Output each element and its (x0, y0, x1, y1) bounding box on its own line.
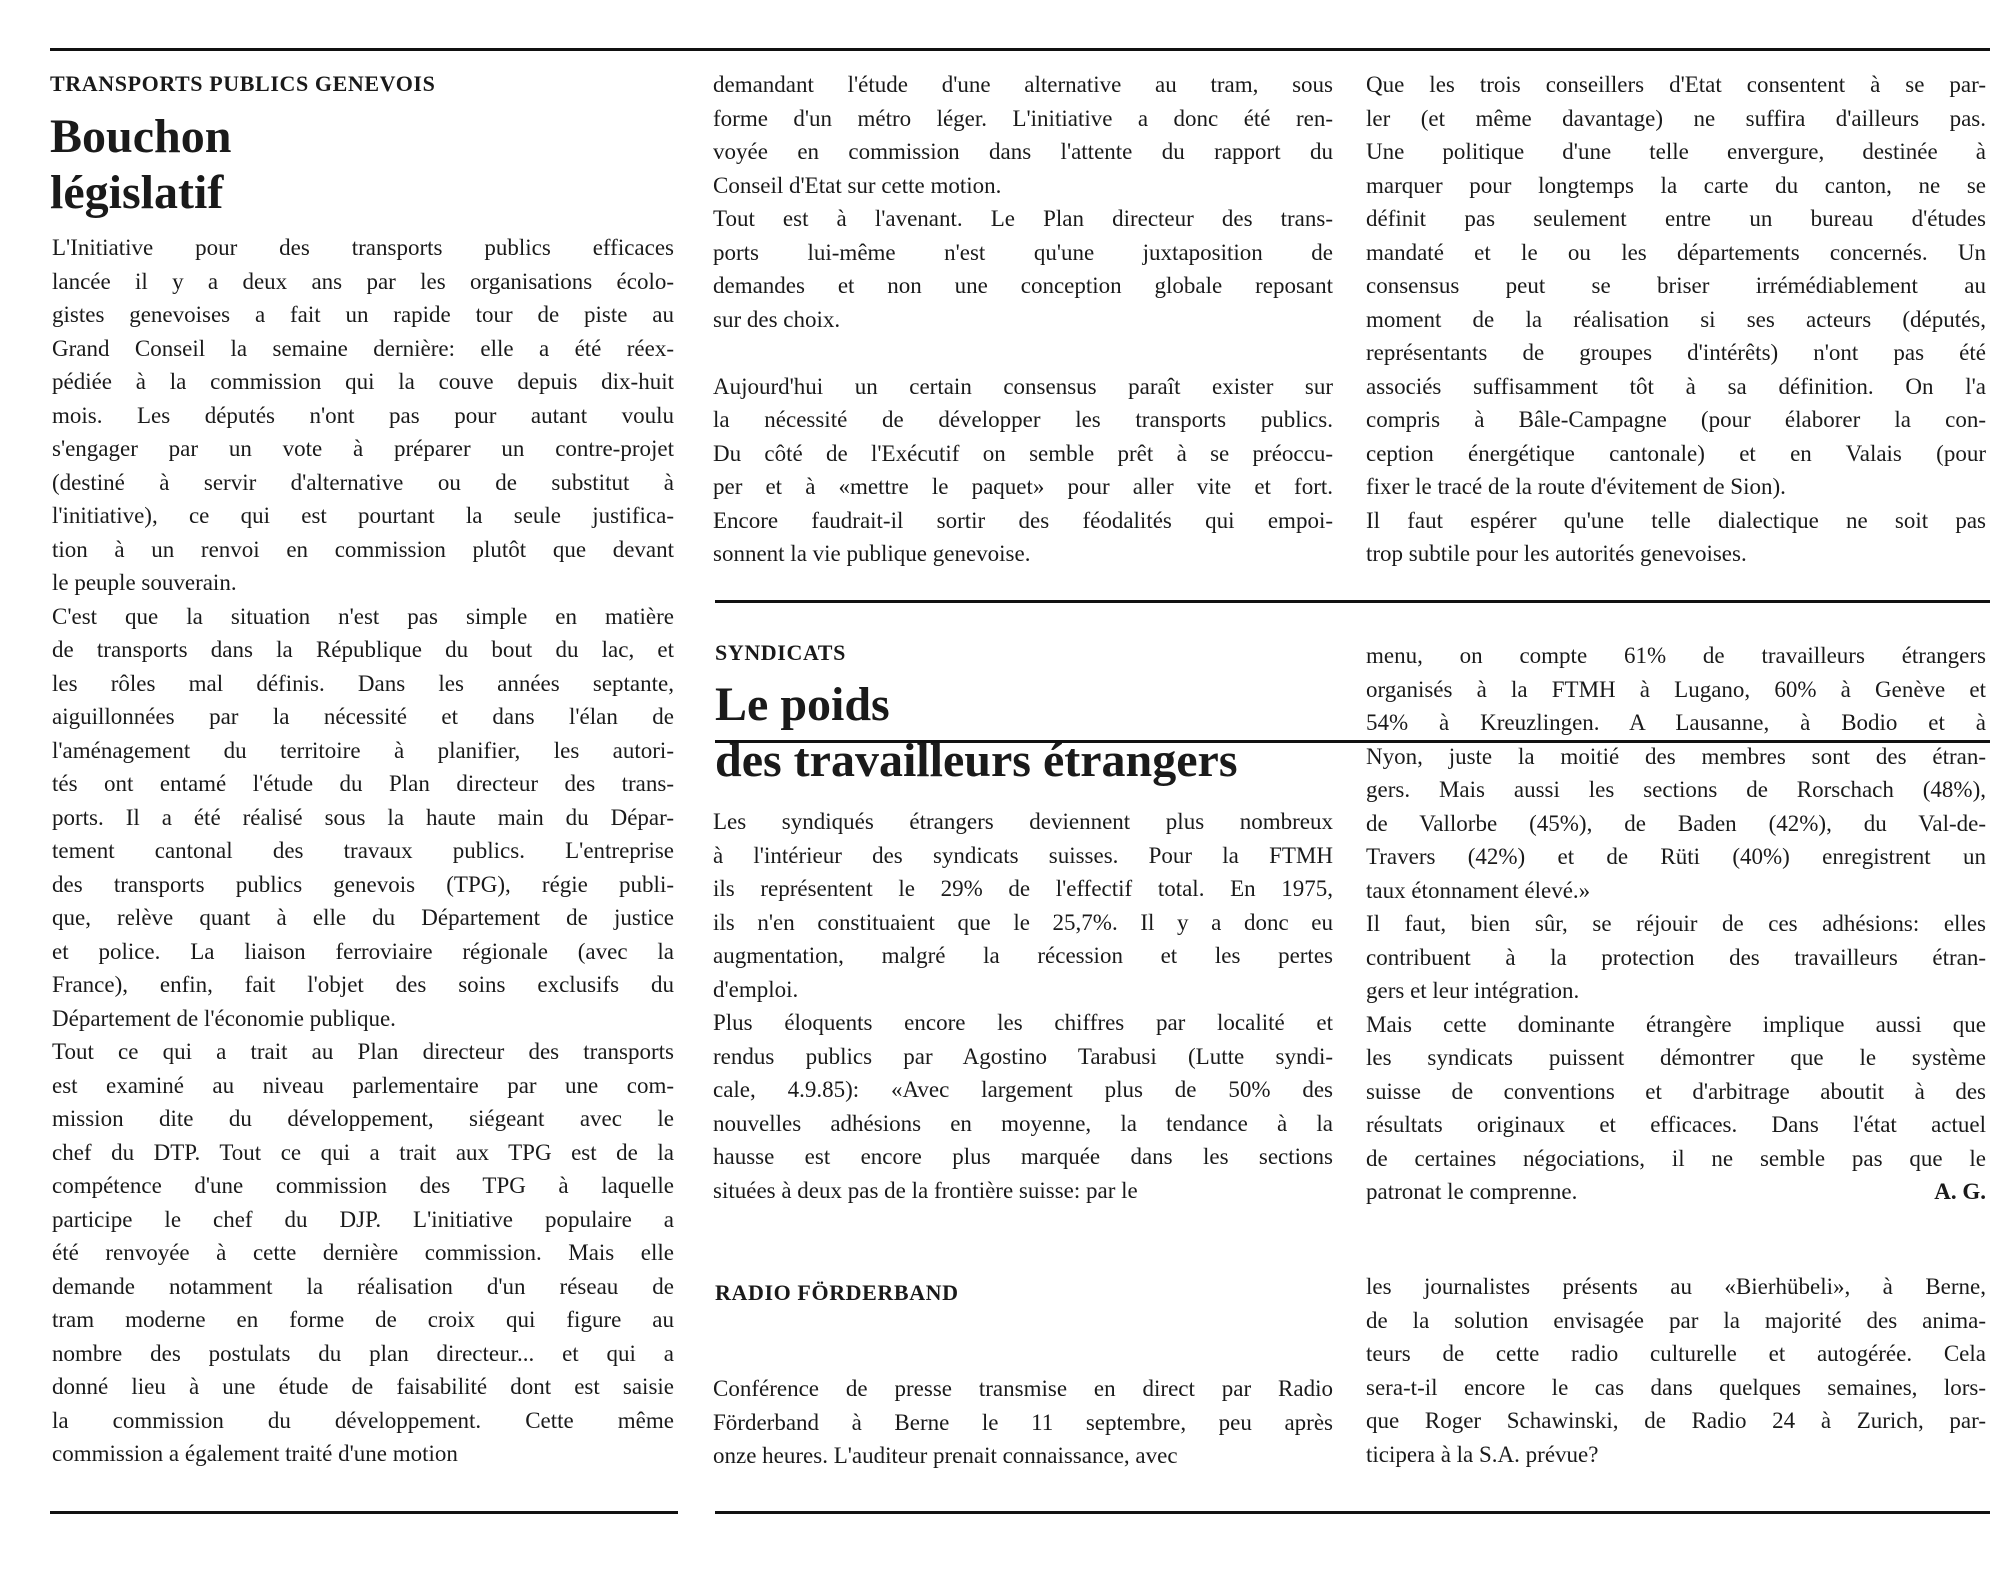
article2-headline (715, 677, 1238, 789)
text-line: compétence d'une commission des TPG à laquelle (52, 1173, 674, 1198)
text-line: gers et leur intégration. (1366, 978, 1580, 1003)
text-line: Il faut espérer qu'une telle dialectique ne soit pas (1366, 507, 1986, 533)
text-line: Plus éloquents encore les chiffres par localité et (713, 1010, 1333, 1035)
text-line: Nyon, juste la moitié des membres sont des étran- (1366, 743, 1986, 769)
text-line: gistes genevoises a fait un rapide tour de piste au (52, 302, 674, 327)
text-line: sonnent la vie publique genevoise. (713, 541, 1031, 566)
article2-column-2 (713, 805, 1333, 1207)
text-line: été renvoyée à cette dernière commission. Mais elle (52, 1240, 674, 1265)
text-line-content: patronat le comprenne. (1366, 1179, 1578, 1204)
text-line: donné lieu à une étude de faisabilité dont est saisie (52, 1374, 674, 1399)
text-line: associés suffisamment tôt à sa définition. On l'a (1366, 373, 1986, 399)
text-line: les journalistes présents au «Bierhübeli», à Berne, (1366, 1274, 1986, 1299)
text-line: commission a également traité d'une motion (52, 1441, 458, 1466)
text-line: rendus publics par Agostino Tarabusi (Lutte syndi- (713, 1043, 1333, 1069)
text-line: mission dite du développement, siégeant avec le (52, 1106, 674, 1131)
text-line: augmentation, malgré la récession et les pertes (713, 943, 1333, 968)
text-line: sur des choix. (713, 306, 841, 332)
text-line: Conférence de presse transmise en direct par Radio (713, 1376, 1333, 1401)
text-line: Förderband à Berne le 11 septembre, peu après (713, 1409, 1333, 1435)
text-line: Aujourd'hui un certain consensus paraît exister sur (713, 373, 1333, 399)
text-line: mandaté et le ou les départements concernés. Un (1366, 239, 1986, 265)
text-line: France), enfin, fait l'objet des soins exclusifs du (52, 972, 674, 997)
text-line: tés ont entamé l'étude du Plan directeur des trans- (52, 771, 674, 796)
text-line: est examiné au niveau parlementaire par une com- (52, 1072, 674, 1098)
text-line: de certaines négociations, il ne semble pas que le (1366, 1145, 1986, 1171)
text-line: L'Initiative pour des transports publics efficaces (52, 235, 674, 260)
top-rule (50, 48, 1990, 51)
text-line: teurs de cette radio culturelle et autogérée. Cela (1366, 1341, 1986, 1366)
text-line: ils n'en constituaient que le 25,7%. Il y a donc eu (713, 909, 1333, 935)
text-line: pédiée à la commission qui la couve depuis dix-huit (52, 369, 674, 394)
text-line: résultats originaux et efficaces. Dans l'état actuel (1366, 1112, 1986, 1137)
text-line: aiguillonnées par la nécessité et dans l'élan de (52, 704, 674, 729)
text-line: marquer pour longtemps la carte du canton, ne se (1366, 172, 1986, 198)
bottom-rule-left (50, 1511, 678, 1514)
text-line: voyée en commission dans l'attente du rapport du (713, 139, 1333, 164)
text-line: trop subtile pour les autorités genevoises. (1366, 541, 1747, 566)
article1-column-1 (52, 231, 674, 1471)
article2-headline-line: Le poids (715, 678, 890, 731)
paragraph-gap (713, 336, 1333, 370)
text-line: sera-t-il encore le cas dans quelques semaines, lors- (1366, 1374, 1986, 1400)
text-line: fixer le tracé de la route d'évitement de Sion). (1366, 474, 1786, 499)
text-line: consensus peut se briser irrémédiablement au (1366, 273, 1986, 298)
article2-column-3 (1366, 639, 1986, 1209)
text-line: per et à «mettre le paquet» pour aller vite et fort. (713, 474, 1333, 499)
article1-column-3 (1366, 68, 1986, 571)
text-line: des transports publics genevois (TPG), régie publi- (52, 871, 674, 897)
text-line: que Roger Schawinski, de Radio 24 à Zurich, par- (1366, 1408, 1986, 1433)
text-line: suisse de conventions et d'arbitrage aboutit à des (1366, 1078, 1986, 1104)
text-line: de Vallorbe (45%), de Baden (42%), du Val-de- (1366, 810, 1986, 836)
text-line: cale, 4.9.85): «Avec largement plus de 50% des (713, 1077, 1333, 1102)
text-line: Tout est à l'avenant. Le Plan directeur des trans- (713, 206, 1333, 231)
article3-column-3 (1366, 1270, 1986, 1471)
text-line: Département de l'économie publique. (52, 1005, 396, 1031)
bottom-rule-right (715, 1511, 1990, 1514)
text-line: ils représentent le 29% de l'effectif total. En 1975, (713, 876, 1333, 901)
text-line: nombre des postulats du plan directeur... et qui a (52, 1340, 674, 1366)
text-line: de transports dans la République du bout du lac, et (52, 637, 674, 662)
text-line: organisés à la FTMH à Lugano, 60% à Genève et (1366, 676, 1986, 702)
text-line: tement cantonal des travaux publics. L'entreprise (52, 838, 674, 863)
text-line: 54% à Kreuzlingen. A Lausanne, à Bodio et à (1366, 710, 1986, 735)
article3-kicker: RADIO FÖRDERBAND (715, 1280, 959, 1305)
text-line: C'est que la situation n'est pas simple en matière (52, 603, 674, 629)
text-line: demandant l'étude d'une alternative au tram, sous (713, 72, 1333, 97)
article1-kicker: TRANSPORTS PUBLICS GENEVOIS (50, 71, 436, 96)
text-line: moment de la réalisation si ses acteurs (députés, (1366, 306, 1986, 332)
text-line: onze heures. L'auditeur prenait connaissance, avec (713, 1443, 1178, 1468)
text-line: taux étonnament élevé.» (1366, 877, 1591, 903)
text-line: définit pas seulement entre un bureau d'études (1366, 206, 1986, 231)
text-line: Du côté de l'Exécutif on semble prêt à se préoccu- (713, 440, 1333, 466)
text-line: tram moderne en forme de croix qui figure au (52, 1307, 674, 1332)
text-line: (destiné à servir d'alternative ou de substitut à (52, 469, 674, 495)
author-signature: A. G. (1934, 1179, 1986, 1204)
text-line: Les syndiqués étrangers deviennent plus nombreux (713, 809, 1333, 834)
text-line: mois. Les députés n'ont pas pour autant voulu (52, 402, 674, 428)
article1-headline-line: Bouchon (50, 110, 232, 163)
text-line: demandes et non une conception globale reposant (713, 273, 1333, 298)
text-line: l'initiative), ce qui est pourtant la seule justifica- (52, 503, 674, 528)
text-line: chef du DTP. Tout ce qui a trait aux TPG est de la (52, 1139, 674, 1165)
article1-headline-line: législatif (50, 166, 224, 219)
text-line: menu, on compte 61% de travailleurs étrangers (1366, 643, 1986, 668)
text-line: Tout ce qui a trait au Plan directeur des transports (52, 1039, 674, 1064)
text-line: s'engager par un vote à préparer un contre-projet (52, 436, 674, 461)
text-line: la commission du développement. Cette même (52, 1407, 674, 1433)
text-line: Une politique d'une telle envergure, destinée à (1366, 139, 1986, 164)
text-line: Mais cette dominante étrangère implique aussi que (1366, 1011, 1986, 1037)
text-line: Grand Conseil la semaine dernière: elle a été réex- (52, 335, 674, 361)
text-line: Il faut, bien sûr, se réjouir de ces adhésions: elles (1366, 911, 1986, 936)
article2-kicker: SYNDICATS (715, 640, 846, 665)
text-line: nouvelles adhésions en moyenne, la tendance à la (713, 1110, 1333, 1136)
text-line: lancée il y a deux ans par les organisations écolo- (52, 268, 674, 294)
text-line: hausse est encore plus marquée dans les sections (713, 1144, 1333, 1169)
text-line: ler (et même davantage) ne suffira d'ailleurs pas. (1366, 105, 1986, 131)
article2-headline-line: des travailleurs étrangers (715, 734, 1238, 787)
text-line: ports. Il a été réalisé sous la haute main du Dépar- (52, 804, 674, 830)
text-line: et police. La liaison ferroviaire régionale (avec la (52, 938, 674, 964)
article1-headline (50, 109, 231, 221)
text-line: représentants de groupes d'intérêts) n'ont pas été (1366, 340, 1986, 365)
text-line: situées à deux pas de la frontière suisse: par le (713, 1177, 1138, 1203)
text-line: participe le chef du DJP. L'initiative populaire a (52, 1206, 674, 1232)
text-line: ports lui-même n'est qu'une juxtaposition de (713, 239, 1333, 265)
text-line: l'aménagement du territoire à planifier, les autori- (52, 737, 674, 763)
text-line: les syndicats puissent démontrer que le système (1366, 1045, 1986, 1070)
text-line: ticipera à la S.A. prévue? (1366, 1441, 1599, 1467)
text-line: que, relève quant à elle du Département de justice (52, 905, 674, 930)
text-line: Conseil d'Etat sur cette motion. (713, 172, 1002, 198)
text-line: contribuent à la protection des travailleurs étran- (1366, 944, 1986, 970)
text-line: gers. Mais aussi les sections de Rorschach (48%), (1366, 777, 1986, 802)
text-line (1366, 1175, 1986, 1209)
text-line: Travers (42%) et de Rüti (40%) enregistrent un (1366, 844, 1986, 869)
text-line: la nécessité de développer les transports publics. (713, 407, 1333, 432)
text-line: forme d'un métro léger. L'initiative a donc été ren- (713, 105, 1333, 131)
text-line: Que les trois conseillers d'Etat consentent à se par- (1366, 72, 1986, 97)
article3-column-2 (713, 1372, 1333, 1473)
text-line: ception énergétique cantonale) et en Valais (pour (1366, 440, 1986, 466)
text-line: demande notamment la réalisation d'un réseau de (52, 1273, 674, 1299)
text-line: les rôles mal définis. Dans les années septante, (52, 670, 674, 696)
rule-above-syndicats (715, 600, 1990, 603)
text-line: compris à Bâle-Campagne (pour élaborer la con- (1366, 407, 1986, 432)
article1-column-2 (713, 68, 1333, 571)
text-line: le peuple souverain. (52, 570, 237, 595)
text-line: tion à un renvoi en commission plutôt que devant (52, 536, 674, 562)
text-line: à l'intérieur des syndicats suisses. Pour la FTMH (713, 842, 1333, 868)
text-line: Encore faudrait-il sortir des féodalités qui empoi- (713, 507, 1333, 533)
text-line: de la solution envisagée par la majorité des anima- (1366, 1307, 1986, 1333)
text-line: d'emploi. (713, 976, 799, 1002)
